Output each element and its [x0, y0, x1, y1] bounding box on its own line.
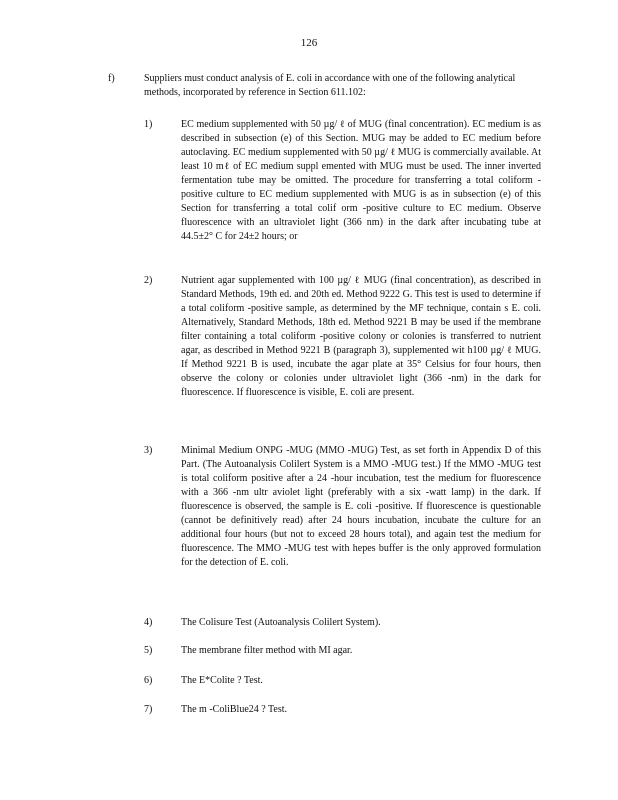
page-number: 126 [300, 37, 318, 49]
list-item-number: 6) [144, 675, 153, 686]
list-item-number: 1) [144, 119, 153, 130]
section-intro-text: Suppliers must conduct analysis of E. coli in accordance with one of the following analytical methods, incorporated by reference in Section 611.102: [144, 73, 516, 98]
list-item-number: 5) [144, 645, 153, 656]
section-label: f) [108, 73, 115, 84]
list-item-number: 7) [144, 704, 153, 715]
list-item-number: 2) [144, 275, 153, 286]
list-item-text: Nutrient agar supplemented with 100 µg/ ℓ MUG (final concentration), as described in Standard Methods, 19th ed. and 20th ed. Method 9222 G. This test is used to determine if a total coliform -positive sample, as determined by the MF technique, contain s E. coli. Alternatively, Standard Methods, 18th ed. Method 9221 B may be used if the membrane filter containing a total coliform -positive colony or colonies is transferred to nutrient agar, as described in Method 9221 B (paragraph 3), supplemented wit h100 µg/ ℓ MUG. If Method 9221 B is used, incubate the agar plate at 35° Celsius for four hours, then observe the colony or colonies under ultraviolet light (366 -nm) in the dark for fluorescence. If fluorescence is visible, E. coli are present. [181, 275, 541, 398]
list-item-text: EC medium supplemented with 50 µg/ ℓ of MUG (final concentration). EC medium is as described in subsection (e) of this Section. MUG may be added to EC medium before autoclaving. EC medium supplemented with 50 µg/ ℓ MUG is commercially available. At least 10 mℓ of EC medium suppl emented with MUG must be used. The inner inverted fermentation tube may be omitted. The procedure for transferring a total coliform -positive culture to EC medium supplemented with MUG is as in subsection (e) of this Section for transferring a total colif orm -positive culture to EC medium. Observe fluorescence with an ultraviolet light (366 nm) in the dark after incubating tube at 44.5±2° C for 24±2 hours; or [181, 119, 541, 242]
list-item-text: The E*Colite ? Test. [181, 675, 263, 686]
list-item-text: The Colisure Test (Autoanalysis Colilert System). [181, 617, 381, 628]
list-item-number: 3) [144, 445, 153, 456]
list-item-text: Minimal Medium ONPG -MUG (MMO -MUG) Test, as set forth in Appendix D of this Part. (The Autoanalysis Colilert System is a MMO -MUG test.) If the MMO -MUG test is total coliform positive after a 24 -hour incubation, test the medium for fluorescence with a 366 -nm ultr aviolet light (preferably with a six -watt lamp) in the dark. If fluorescence is observed, the sample is E. coli -positive. If fluorescence is questionable (cannot be definitively read) after 24 hours incubation, incubate the culture for an additional four hours (but not to exceed 28 hours total), and again test the medium for fluorescence. The MMO -MUG test with hepes buffer is the only approved formulation for the detection of E. coli. [181, 445, 541, 568]
list-item-text: The m -ColiBlue24 ? Test. [181, 704, 288, 715]
list-item-number: 4) [144, 617, 153, 628]
list-item-text: The membrane filter method with MI agar. [181, 645, 353, 656]
